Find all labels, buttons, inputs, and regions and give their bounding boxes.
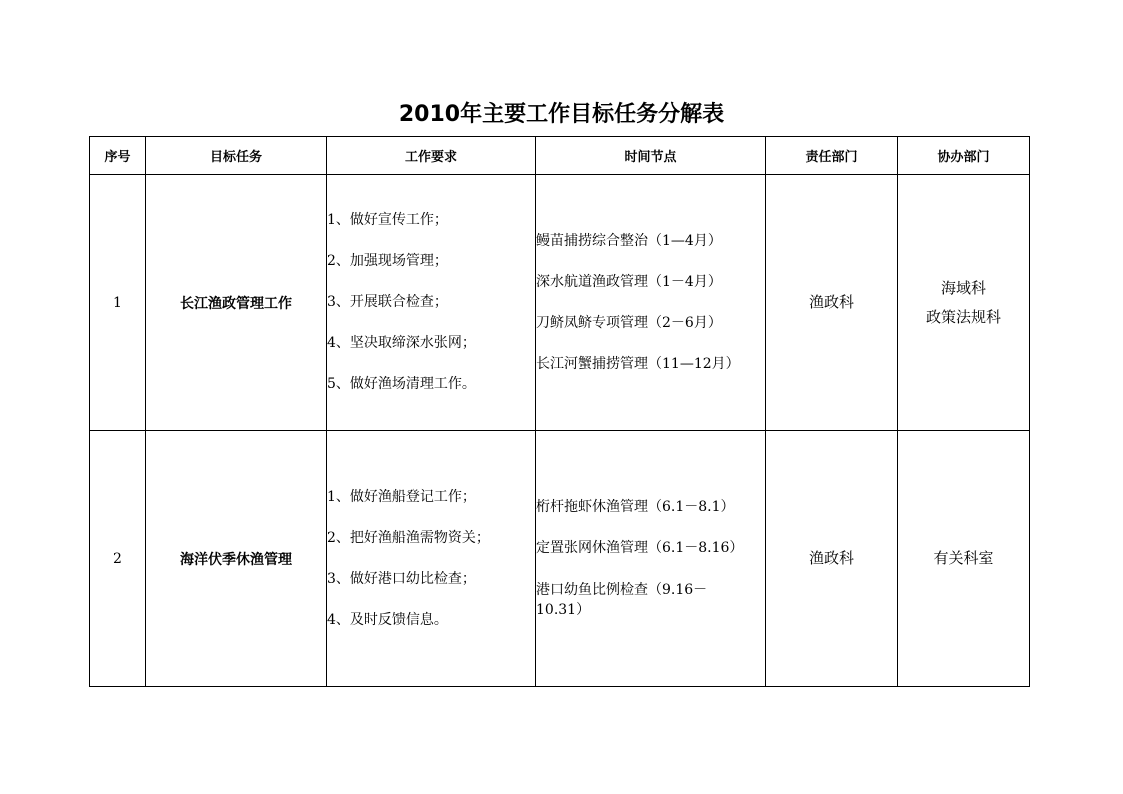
- table-row: [90, 175, 1030, 431]
- assisting-departments: [898, 431, 1030, 687]
- header-timeline: 时间节点: [536, 137, 766, 175]
- table-row: [90, 431, 1030, 687]
- timeline-item: 深水航道渔政管理（1－4月）: [536, 273, 722, 290]
- requirement-item: 2、加强现场管理；: [327, 253, 448, 269]
- row-number: 1: [90, 175, 146, 431]
- target-task: 海洋伏季休渔管理: [146, 431, 327, 687]
- requirement-item: 1、做好宣传工作；: [327, 212, 448, 228]
- responsible-department: 渔政科: [766, 175, 898, 431]
- requirement-item: 1、做好渔船登记工作；: [327, 488, 476, 505]
- requirement-item: 3、开展联合检查；: [327, 294, 448, 310]
- requirements-cell: [327, 431, 536, 687]
- header-no: 序号: [90, 137, 146, 175]
- table-header-row: [90, 137, 1030, 175]
- assisting-departments: [898, 175, 1030, 431]
- assisting-department: 有关科室: [933, 549, 994, 567]
- timeline-item: 定置张网休渔管理（6.1－8.16）: [536, 540, 744, 556]
- requirements-cell: [327, 175, 536, 431]
- page-title: 2010年主要工作目标任务分解表: [398, 102, 725, 127]
- timeline-item: 鳗苗捕捞综合整治（1—4月）: [536, 232, 722, 249]
- timeline-cell: [536, 175, 766, 431]
- responsible-department: 渔政科: [766, 431, 898, 687]
- timeline-item: 长江河蟹捕捞管理（11—12月）: [536, 355, 740, 372]
- header-task: 目标任务: [146, 137, 327, 175]
- timeline-item: 桁杆拖虾休渔管理（6.1－8.1）: [536, 499, 735, 515]
- requirement-item: 4、坚决取缔深水张网；: [327, 335, 476, 351]
- timeline-item: 港口幼鱼比例检查（9.16－10.31）: [536, 582, 708, 618]
- assisting-department: 政策法规科: [925, 307, 1001, 326]
- requirement-item: 3、做好港口幼比检查；: [327, 570, 476, 587]
- assisting-department: 海域科: [940, 278, 986, 297]
- timeline-item: 刀鲚凤鲚专项管理（2－6月）: [536, 314, 722, 331]
- task-breakdown-table: [89, 136, 1030, 687]
- requirement-item: 2、把好渔船渔需物资关；: [327, 529, 490, 546]
- requirement-item: 4、及时反馈信息。: [327, 611, 448, 628]
- timeline-cell: [536, 431, 766, 687]
- requirement-item: 5、做好渔场清理工作。: [327, 376, 476, 392]
- header-assisting: 协办部门: [898, 137, 1030, 175]
- row-number: 2: [90, 431, 146, 687]
- header-requirements: 工作要求: [327, 137, 536, 175]
- target-task: 长江渔政管理工作: [146, 175, 327, 431]
- header-responsible: 责任部门: [766, 137, 898, 175]
